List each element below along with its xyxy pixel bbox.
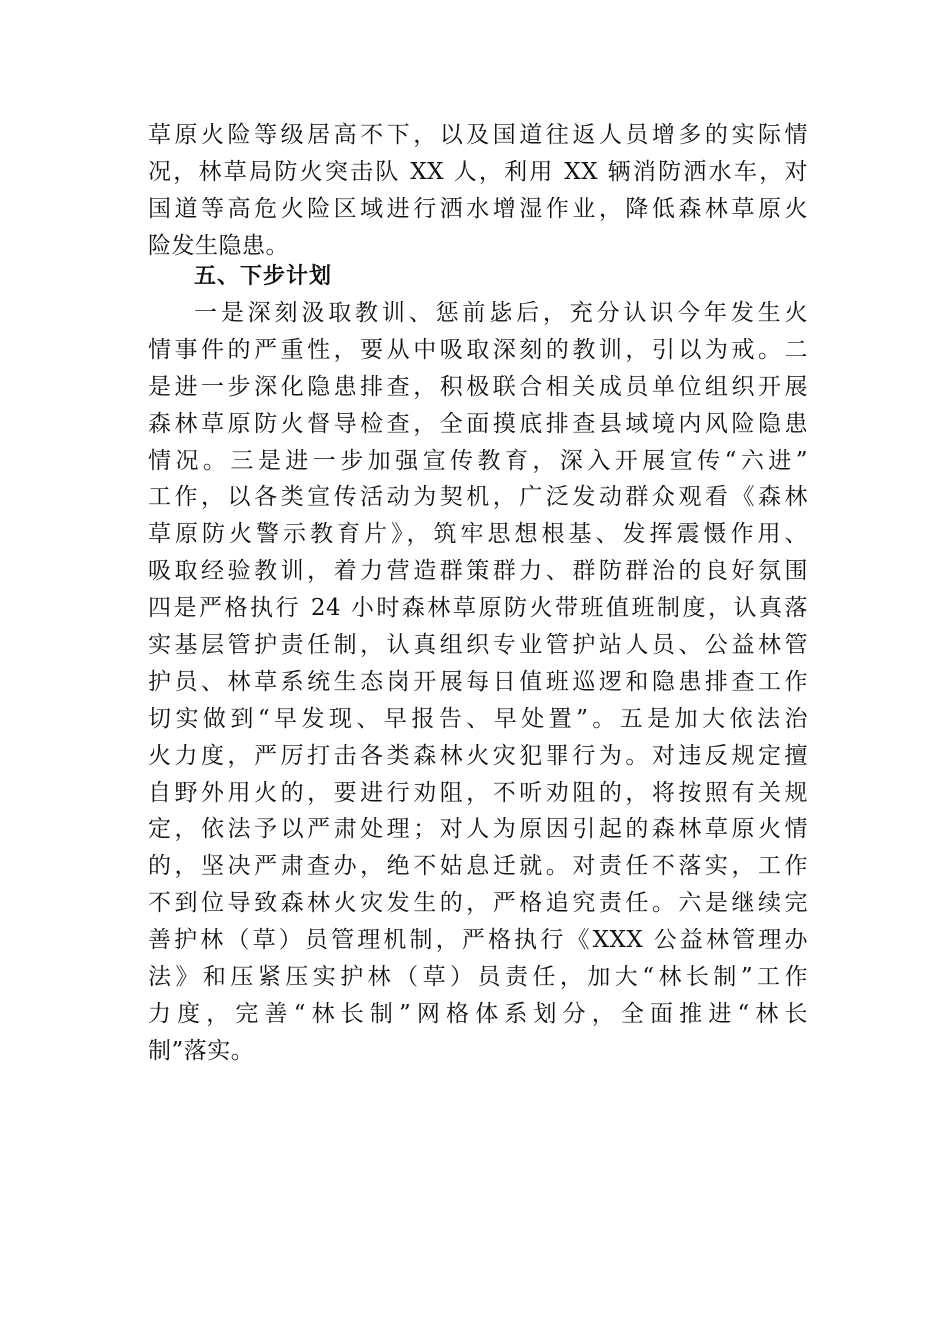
text-line: 是进一步深化隐患排查，积极联合相关成员单位组织开展 — [148, 373, 808, 400]
text-line: 力度，完善“林长制”网格体系划分，全面推进“林长 — [148, 1000, 808, 1027]
text-line: 实基层管护责任制，认真组织专业管护站人员、公益林管 — [148, 632, 808, 659]
text-line: 定，依法予以严肃处理；对人为原因引起的森林草原火情 — [148, 816, 808, 843]
text-line: 况，林草局防火突击队 XX 人，利用 XX 辆消防洒水车，对 — [148, 158, 808, 185]
text-line: 吸取经验教训，着力营造群策群力、群防群治的良好氛围 — [148, 558, 808, 585]
text-line: 护员、林草系统生态岗开展每日值班巡逻和隐患排查工作 — [148, 668, 808, 695]
text-line: 法》和压紧压实护林（草）员责任，加大“林长制”工作 — [148, 964, 808, 991]
text-line: 四是严格执行 24 小时森林草原防火带班值班制度，认真落 — [148, 595, 808, 622]
text-line: 工作，以各类宣传活动为契机，广泛发动群众观看《森林 — [148, 484, 808, 511]
text-line: 自野外用火的，要进行劝阻，不听劝阻的，将按照有关规 — [148, 779, 808, 806]
text-line: 一是深刻汲取教训、惩前毖后，充分认识今年发生火 — [194, 300, 808, 326]
text-line: 不到位导致森林火灾发生的，严格追究责任。六是继续完 — [148, 890, 808, 917]
text-line: 情事件的严重性，要从中吸取深刻的教训，引以为戒。二 — [148, 336, 808, 363]
text-line: 切实做到“早发现、早报告、早处置”。五是加大依法治 — [148, 705, 808, 732]
intro-paragraph — [148, 117, 808, 265]
text-line: 险发生隐患。 — [148, 232, 289, 259]
section-heading-block — [148, 259, 808, 296]
text-line: 的，坚决严肃查办，绝不姑息迁就。对责任不落实，工作 — [148, 853, 808, 880]
text-line: 火力度，严厉打击各类森林火灾犯罪行为。对违反规定擅 — [148, 742, 808, 769]
text-line: 善护林（草）员管理机制，严格执行《XXX 公益林管理办 — [148, 927, 808, 954]
text-line: 草原火险等级居高不下，以及国道往返人员增多的实际情 — [148, 122, 808, 148]
plan-paragraph — [148, 295, 808, 1070]
text-line: 国道等高危火险区域进行洒水增湿作业，降低森林草原火 — [148, 195, 808, 222]
text-line: 森林草原防火督导检查，全面摸底排查县域境内风险隐患 — [148, 410, 808, 437]
text-line: 草原防火警示教育片》，筑牢思想根基、发挥震慑作用、 — [148, 521, 808, 548]
text-line: 制”落实。 — [148, 1037, 255, 1064]
section-heading: 五、下步计划 — [194, 264, 333, 289]
text-line: 情况。三是进一步加强宣传教育，深入开展宣传“六进” — [148, 447, 808, 474]
